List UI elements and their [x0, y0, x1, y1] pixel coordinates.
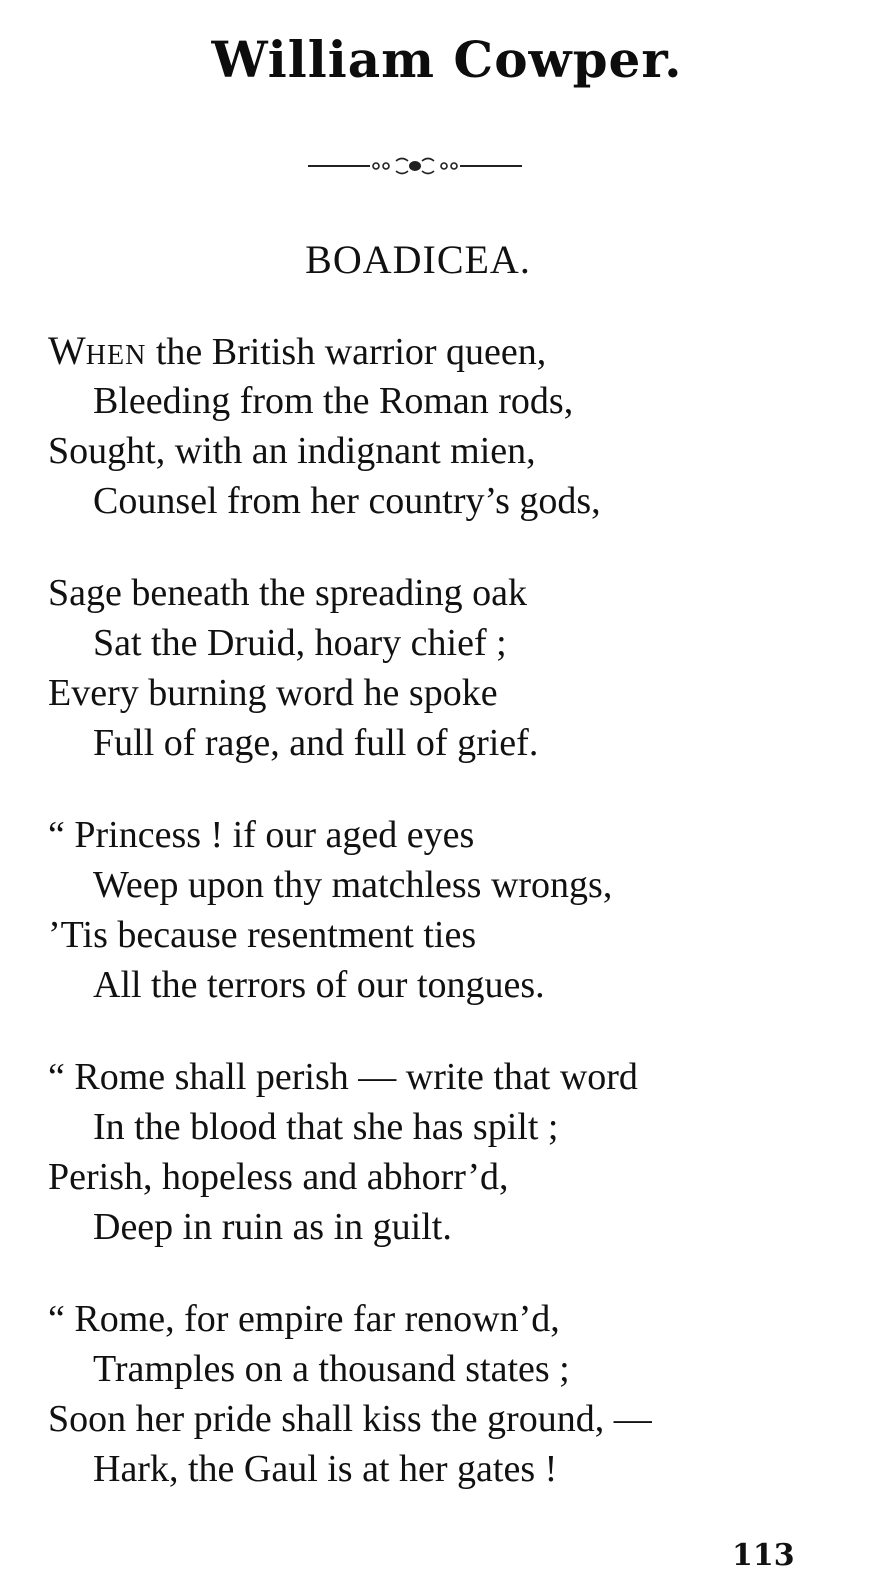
poem-line: Tramples on a thousand states ;: [93, 1348, 570, 1390]
poem-line: Bleeding from the Roman rods,: [93, 380, 574, 422]
poem-line: Sought, with an indignant mien,: [48, 430, 536, 472]
poem-line: Hark, the Gaul is at her gates !: [93, 1448, 558, 1490]
first-line-text: the British warrior queen,: [146, 331, 547, 373]
ornament-divider: [308, 154, 522, 178]
poem-line: “ Rome, for empire far renown’d,: [48, 1298, 560, 1340]
poem-line: “ Princess ! if our aged eyes: [48, 814, 475, 856]
poem-line: Soon her pride shall kiss the ground, —: [48, 1398, 652, 1440]
stanza-4: [48, 1052, 638, 1252]
poem-line: All the terrors of our tongues.: [93, 964, 545, 1006]
poem-line: Sat the Druid, hoary chief ;: [93, 622, 507, 664]
poem-line: Every burning word he spoke: [48, 672, 498, 714]
poem-line: Sage beneath the spreading oak: [48, 572, 528, 614]
poem-line: Perish, hopeless and abhorr’d,: [48, 1156, 509, 1198]
page-number: 113: [732, 1538, 795, 1573]
poem-line: ’Tis because resentment ties: [48, 914, 477, 956]
stanza-1: [48, 326, 601, 526]
poem-line: In the blood that she has spilt ;: [93, 1106, 559, 1148]
poem-line: Counsel from her country’s gods,: [93, 480, 601, 522]
poem-line: Weep upon thy matchless wrongs,: [93, 864, 613, 906]
poem-line: Full of rage, and full of grief.: [93, 722, 539, 764]
poem-title: BOADICEA.: [305, 237, 531, 282]
stanza-2: [48, 568, 538, 768]
stanza-5: [48, 1294, 652, 1494]
poem-line: [48, 326, 601, 376]
stanza-3: [48, 810, 612, 1010]
smallcaps-rest: HEN: [85, 340, 147, 371]
author-heading: William Cowper.: [211, 30, 683, 89]
poem-line: “ Rome shall perish — write that word: [48, 1056, 638, 1098]
poem-line: Deep in ruin as in guilt.: [93, 1206, 452, 1248]
smallcaps-initial: W: [48, 328, 86, 373]
